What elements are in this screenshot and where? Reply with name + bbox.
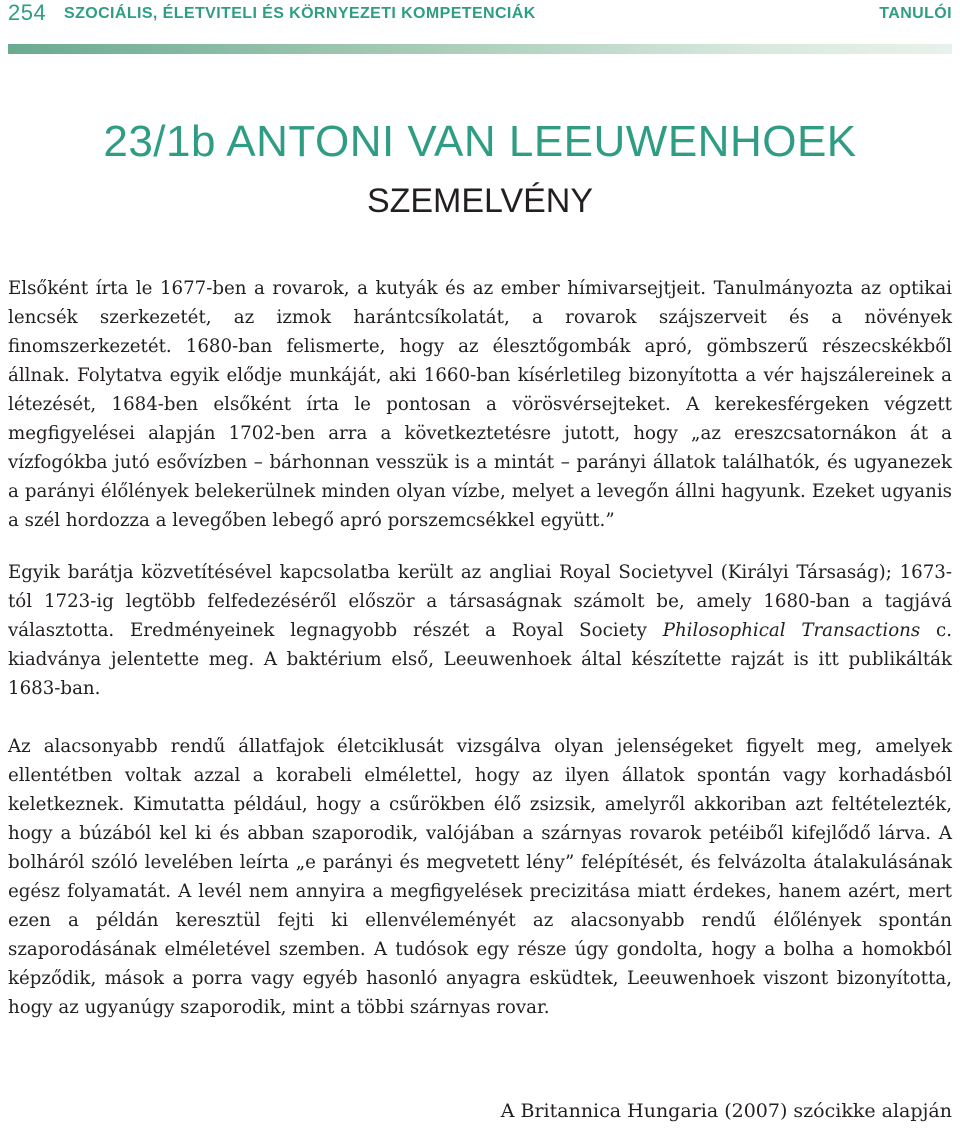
page-subtitle: SZEMELVÉNY: [366, 182, 594, 220]
page-title: 23/1b ANTONI VAN LEEUWENHOEK: [103, 117, 857, 166]
page-number: 254: [8, 0, 47, 25]
page-header: [8, 0, 952, 30]
paragraph-2: [8, 558, 952, 703]
running-title: SZOCIÁLIS, ÉLETVITELI ÉS KÖRNYEZETI KOMPETENCIÁK: [64, 5, 536, 22]
header-divider: [8, 44, 952, 54]
paragraph-3: Az alacsonyabb rendű állatfajok életciklusát vizsgálva olyan jelenségeket figyelt meg, amelyek ellentétben voltak azzal a korabeli elmélettel, hogy az ilyen állatok spontán vagy korhadásból keletkeznek. Kimutatta például, hogy a csűrökben élő zsizsik, amelyről akkoriban azt feltételezték, hogy a búzából kel ki és abban szaporodik, valójában a szárnyas rovarok petéiből kifejlődő lárva. A bolháról szóló levelében leírta „e parányi és megvetett lény” felépítését, és felvázolta átalakulásának egész folyamatát. A levél nem annyira a megfigyelések precizitása miatt érdekes, hanem azért, mert ezen a példán keresztül fejti ki ellenvéleményét az alacsonyabb rendű élőlények spontán szaporodásának elméletével szemben. A tudósok egy része úgy gondolta, hogy a bolha a homokból képződik, mások a porra vagy egyéb hasonló anyagra esküdtek, Leeuwenhoek viszont bizonyította, hogy az ugyanúgy szaporodik, mint a többi szárnyas rovar.: [8, 736, 952, 1018]
source-attribution: A Britannica Hungaria (2007) szócikke alapján: [500, 1100, 952, 1122]
article-body: [8, 274, 952, 1022]
publication-title: Philosophical Transactions: [662, 620, 921, 641]
paragraph-2-text-start: Egyik barátja közvetítésével kapcsolatba került az angliai Royal Societyvel (Királyi Társaság); 1673-tól 1723-ig legtöbb felfedezéséről először a társaságnak számolt be, amely 1680-ban a tagjává választotta. Eredményeinek legnagyobb részét a Royal Society: [8, 562, 952, 641]
running-section-label: TANULÓI: [879, 5, 952, 22]
paragraph-1: Elsőként írta le 1677-ben a rovarok, a kutyák és az ember hímivarsejtjeit. Tanulmányozta az optikai lencsék szerkezetét, az izmok harántcsíkolatát, a rovarok szájszerveit és a növények finomszerkezetét. 1680-ban felismerte, hogy az élesztőgombák apró, gömbszerű részecskékből állnak. Folytatva egyik elődje munkáját, aki 1660-ban kísérletileg bizonyította a vér hajszálereinek a létezését, 1684-ben elsőként írta le pontosan a vörösvérsejteket. A kerekesférgeken végzett megfigyelései alapján 1702-ben arra a következtetésre jutott, hogy „az ereszcsatornákon át a vízfogókba jutó esővízben – bárhonnan vesszük is a mintát – parányi állatok találhatók, és ugyanezek a parányi élőlények belekerülnek minden olyan vízbe, melyet a levegőn állni hagyunk. Ezeket ugyanis a szél hordozza a levegőben lebegő apró porszemcsékkel együtt.”: [8, 278, 952, 531]
paragraph-2-text-end: c. kiadványa jelentette meg. A baktérium első, Leeuwenhoek által készítette rajzát is itt publikálták 1683-ban.: [8, 620, 952, 699]
